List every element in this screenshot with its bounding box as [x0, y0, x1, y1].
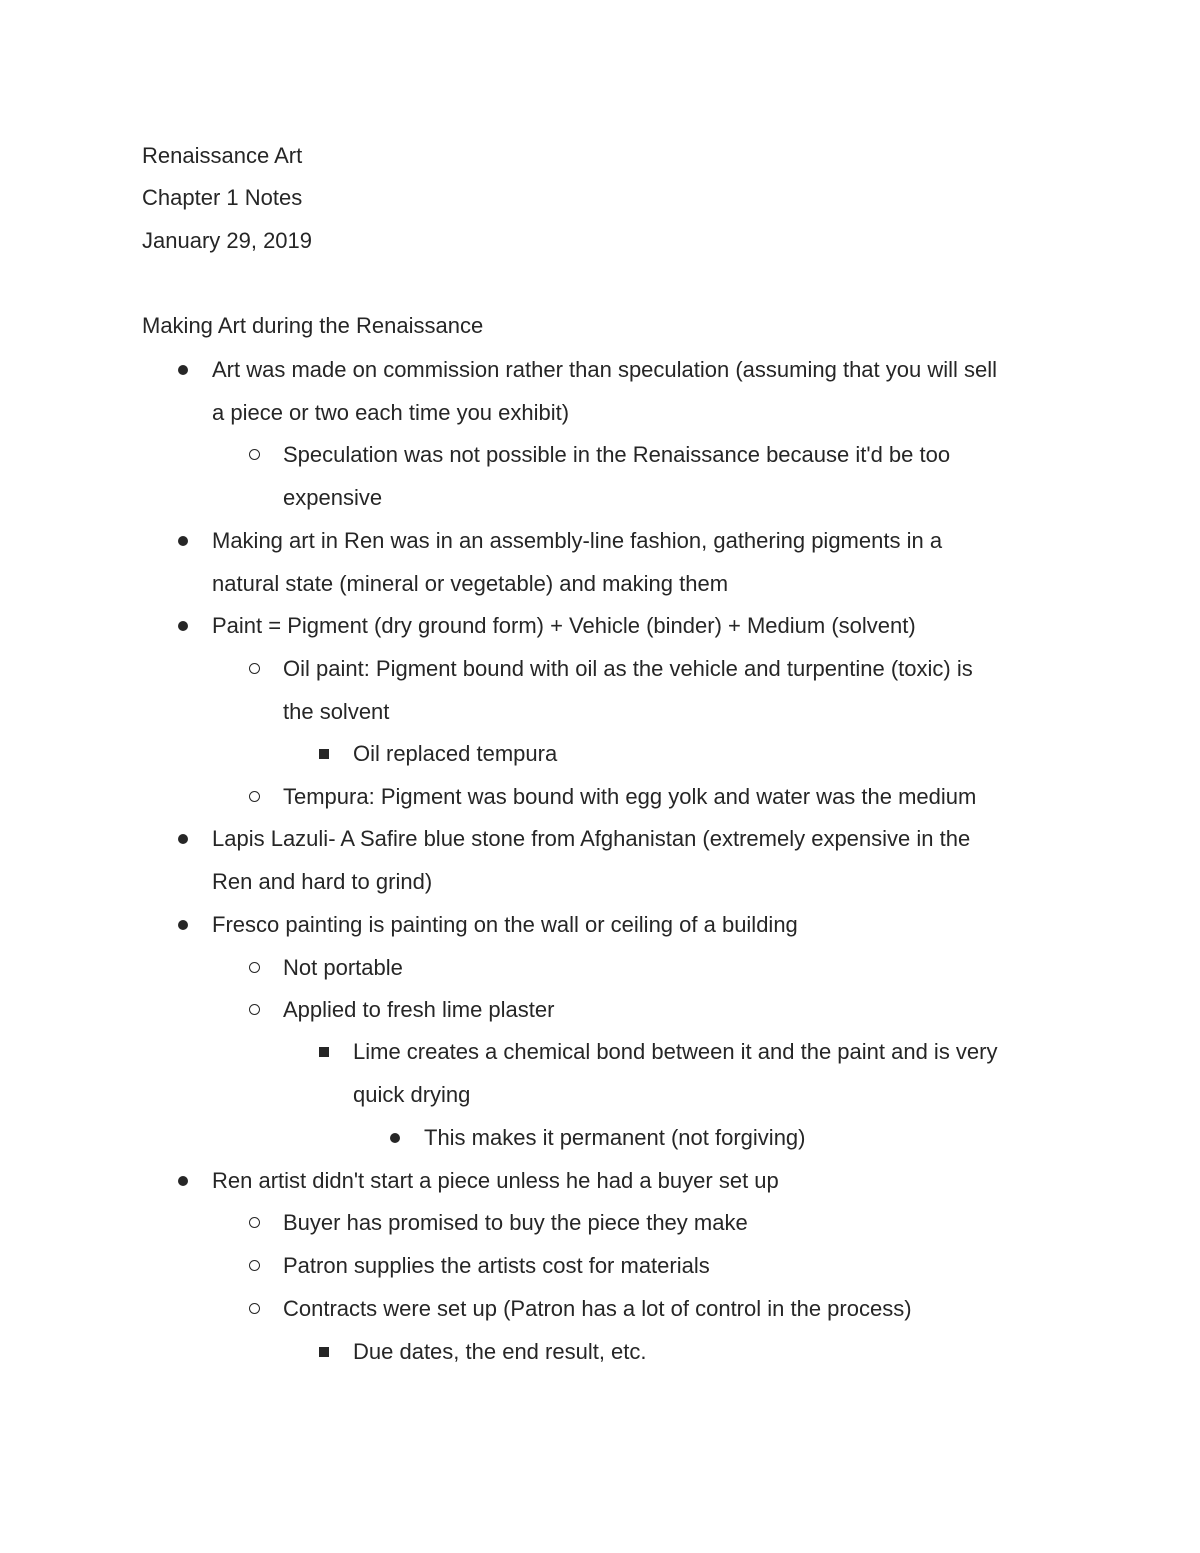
- list-item: [283, 775, 976, 818]
- list-item-text: Lapis Lazuli- A Safire blue stone from Afghanistan (extremely expensive in the: [212, 826, 971, 851]
- list-item: [353, 1030, 998, 1116]
- list-item: [283, 988, 554, 1031]
- list-item-text: quick drying: [353, 1082, 471, 1107]
- list-item-text: the solvent: [283, 699, 390, 724]
- list-item: [212, 903, 798, 946]
- list-item-text: Art was made on commission rather than speculation (assuming that you will sell: [212, 357, 998, 382]
- list-item: [283, 647, 973, 733]
- list-item: [212, 519, 942, 605]
- list-item: [283, 1244, 710, 1287]
- list-item: [353, 732, 557, 775]
- list-item-text: Ren and hard to grind): [212, 869, 433, 894]
- bullet-square-icon: [319, 1347, 329, 1357]
- bullet-disc-icon: [178, 1176, 188, 1186]
- bullet-circle-icon: [249, 663, 260, 674]
- list-item: [212, 604, 916, 647]
- list-item: [353, 1330, 647, 1373]
- bullet-disc-icon: [178, 621, 188, 631]
- document-date: January 29, 2019: [142, 228, 313, 253]
- section-title: Making Art during the Renaissance: [142, 313, 484, 338]
- list-item: [424, 1116, 806, 1159]
- list-item-text: natural state (mineral or vegetable) and making them: [212, 571, 729, 596]
- list-item-text: Oil paint: Pigment bound with oil as the vehicle and turpentine (toxic) is: [283, 656, 973, 681]
- list-item: [283, 433, 950, 519]
- bullet-disc-icon: [390, 1133, 400, 1143]
- list-item: [283, 1201, 748, 1244]
- bullet-circle-icon: [249, 1303, 260, 1314]
- list-item: [212, 1159, 779, 1202]
- document-subtitle: Chapter 1 Notes: [142, 185, 303, 210]
- bullet-circle-icon: [249, 1004, 260, 1015]
- list-item-text: Patron supplies the artists cost for materials: [283, 1253, 710, 1278]
- list-item-text: Oil replaced tempura: [353, 741, 558, 766]
- list-item-text: Paint = Pigment (dry ground form) + Vehicle (binder) + Medium (solvent): [212, 613, 916, 638]
- bullet-circle-icon: [249, 791, 260, 802]
- document-title: Renaissance Art: [142, 143, 303, 168]
- list-item-text: Making art in Ren was in an assembly-line fashion, gathering pigments in a: [212, 528, 943, 553]
- list-item-text: Fresco painting is painting on the wall or ceiling of a building: [212, 912, 798, 937]
- list-item-text: Buyer has promised to buy the piece they make: [283, 1210, 748, 1235]
- list-item: [283, 946, 403, 989]
- bullet-disc-icon: [178, 920, 188, 930]
- bullet-circle-icon: [249, 1260, 260, 1271]
- list-item: [283, 1287, 912, 1330]
- list-item-text: Due dates, the end result, etc.: [353, 1339, 647, 1364]
- bullet-circle-icon: [249, 449, 260, 460]
- bullet-circle-icon: [249, 962, 260, 973]
- list-item: [212, 817, 970, 903]
- list-item-text: expensive: [283, 485, 383, 510]
- bullet-disc-icon: [178, 834, 188, 844]
- list-item-text: Applied to fresh lime plaster: [283, 997, 555, 1022]
- list-item-text: a piece or two each time you exhibit): [212, 400, 570, 425]
- list-item-text: Not portable: [283, 955, 403, 980]
- bullet-square-icon: [319, 749, 329, 759]
- list-item-text: Contracts were set up (Patron has a lot of control in the process): [283, 1296, 912, 1321]
- bullet-disc-icon: [178, 536, 188, 546]
- list-item: [212, 348, 997, 434]
- list-item-text: Speculation was not possible in the Renaissance because it'd be too: [283, 442, 951, 467]
- bullet-circle-icon: [249, 1217, 260, 1228]
- list-item-text: Ren artist didn't start a piece unless he had a buyer set up: [212, 1168, 779, 1193]
- bullet-disc-icon: [178, 365, 188, 375]
- bullet-square-icon: [319, 1047, 329, 1057]
- list-item-text: Tempura: Pigment was bound with egg yolk and water was the medium: [283, 784, 977, 809]
- list-item-text: This makes it permanent (not forgiving): [424, 1125, 806, 1150]
- list-item-text: Lime creates a chemical bond between it and the paint and is very: [353, 1039, 998, 1064]
